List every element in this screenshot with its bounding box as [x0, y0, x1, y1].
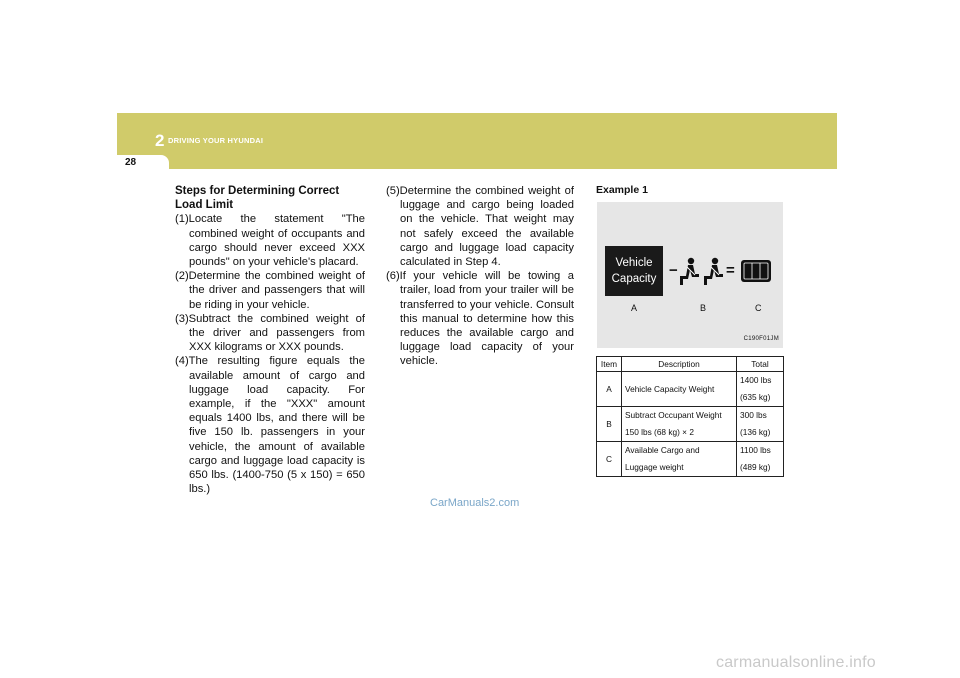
equals-sign: =	[726, 262, 735, 279]
row-total	[737, 407, 784, 442]
page-number: 28	[125, 157, 137, 168]
row-total-lbs: 1100 lbs	[740, 445, 771, 455]
row-description-line: Vehicle Capacity Weight	[625, 383, 715, 394]
seated-passenger-icon	[701, 257, 725, 287]
figure-code: C190F01JM	[743, 336, 779, 342]
table-header-row	[597, 357, 784, 372]
column-header-total: Total	[737, 357, 784, 372]
row-description	[622, 442, 737, 477]
table-row	[597, 372, 784, 407]
column-header-item: Item	[597, 357, 622, 372]
table-row	[597, 442, 784, 477]
load-example-table	[596, 356, 784, 477]
chapter-number: 2	[155, 131, 165, 150]
vehicle-capacity-box	[605, 246, 663, 296]
row-description-line: 150 lbs (68 kg) × 2	[625, 427, 694, 437]
chapter-title: DRIVING YOUR HYUNDAI	[168, 136, 264, 145]
step-5: (5)Determine the combined weight of luggage and cargo being loaded on the vehicle. That weight may not safely exceed the available cargo and luggage load capacity calculated in Step 4.	[386, 185, 574, 269]
row-item: B	[597, 407, 622, 442]
row-total-kg: (136 kg)	[740, 427, 771, 437]
carmanualsonline-watermark: carmanualsonline.info	[716, 654, 876, 671]
carmanuals2-watermark-link[interactable]: CarManuals2.com	[430, 497, 520, 509]
row-total-lbs: 300 lbs	[740, 410, 767, 420]
row-total-kg: (489 kg)	[740, 462, 771, 472]
step-1: (1)Locate the statement "The combined weight of occupants and cargo should never exceed XXX pounds" on your vehicle's placard.	[175, 213, 365, 269]
row-total-kg: (635 kg)	[740, 392, 771, 402]
label-a: A	[631, 303, 638, 313]
minus-sign: −	[669, 262, 678, 279]
row-description	[622, 407, 737, 442]
row-description	[622, 372, 737, 407]
row-item: A	[597, 372, 622, 407]
chapter-header-band	[117, 113, 837, 169]
column-header-description: Description	[622, 357, 737, 372]
vehicle-capacity-label-line2: Capacity	[611, 273, 657, 285]
table-row	[597, 407, 784, 442]
row-description-line: Available Cargo and	[625, 445, 700, 455]
middle-text-column	[386, 184, 574, 369]
row-total	[737, 442, 784, 477]
vehicle-capacity-label-line1: Vehicle	[615, 257, 653, 269]
step-4: (4)The resulting figure equals the available amount of cargo and luggage load capacity. For example, if the "XXX" amount equals 1400 lbs, and there will be five 150 lb. passengers in your vehicle, the amount of available cargo and luggage load capacity is 650 lbs. (1400-750 (5 x 150) = 650 lbs.)	[175, 355, 365, 496]
row-description-line: Subtract Occupant Weight	[625, 410, 722, 420]
step-6: (6)If your vehicle will be towing a trailer, load from your trailer will be transferred to your vehicle. Consult this manual to determine how this reduces the available cargo and luggage load capacity of your vehicle.	[386, 270, 574, 368]
left-text-column	[175, 184, 365, 496]
seated-passenger-icon	[677, 257, 701, 287]
row-total-lbs: 1400 lbs	[740, 375, 772, 385]
section-heading: Steps for Determining Correct Load Limit	[175, 185, 340, 212]
cargo-box-icon	[739, 258, 773, 284]
load-capacity-illustration	[597, 202, 783, 348]
row-item: C	[597, 442, 622, 477]
row-description-line: Luggage weight	[625, 462, 684, 472]
example-title: Example 1	[596, 184, 648, 196]
row-total	[737, 372, 784, 407]
label-c: C	[755, 303, 762, 313]
step-2: (2)Determine the combined weight of the driver and passengers that will be riding in your vehicle.	[175, 270, 365, 311]
step-3: (3)Subtract the combined weight of the driver and passengers from XXX kilograms or XXX pounds.	[175, 312, 365, 354]
label-b: B	[700, 303, 707, 313]
